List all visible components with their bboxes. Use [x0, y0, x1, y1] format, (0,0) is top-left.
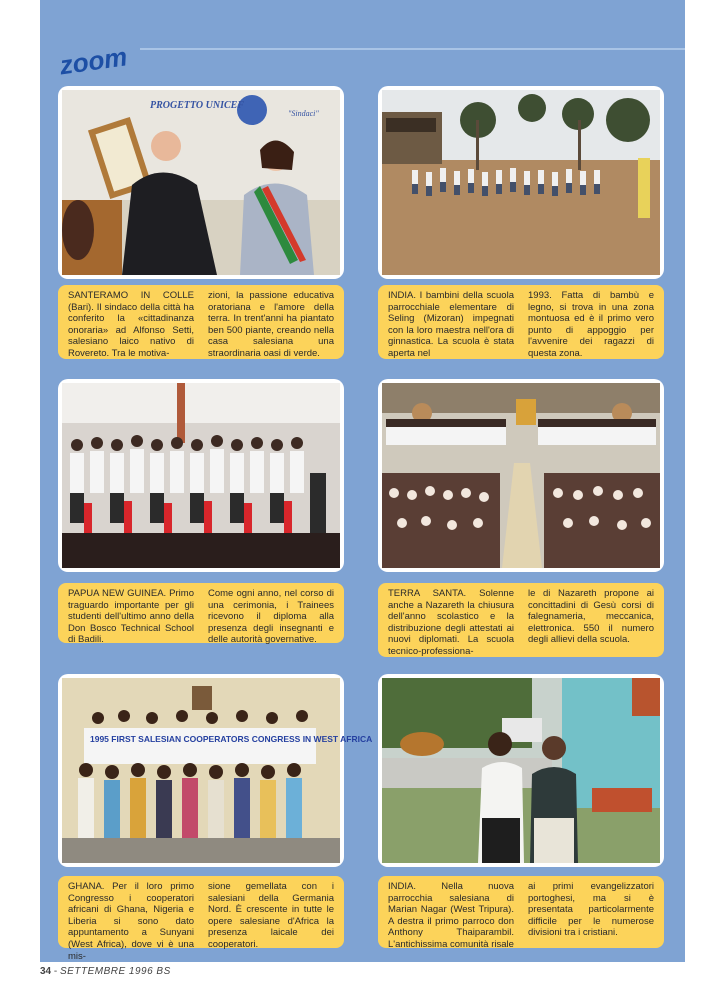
svg-text:"Sindaci": "Sindaci" — [288, 109, 319, 118]
photo-india-school — [378, 86, 664, 279]
caption-santeramo — [58, 285, 344, 359]
photo-papua-new-guinea — [58, 379, 344, 572]
photo-terra-santa — [378, 379, 664, 572]
caption-col-2: zioni, la passione educativa oratoriana e l'amore della terra. In trent'anni ha piantato ben 500 piante, creando nella casa salesiana una straordinaria oasi di verde. — [208, 290, 334, 359]
caption-terra-santa — [378, 583, 664, 657]
header-rule — [140, 48, 685, 50]
svg-text:1995 FIRST SALESIAN COOPERATOR: 1995 FIRST SALESIAN COOPERATORS CONGRESS IN WEST AFRICA — [90, 734, 373, 744]
page-footer: 34 - SETTEMBRE 1996 BS — [40, 966, 171, 977]
caption-col-2: sione gemellata con i salesiani della Germania Nord. È crescente in tutte le opere salesiane d'Africa la presenza laicale dei cooperatori. — [208, 881, 334, 950]
caption-col-1: INDIA. Nella nuova parrocchia salesiana di Marian Nagar (West Tripura). A destra il primo parroco don Anthony Thaiparambil. L'antichissima comunità risale — [388, 881, 514, 950]
caption-col-2: ai primi evangelizzatori portoghesi, ma si è presentata particolarmente difficile per le numerose divisioni tra i cristiani. — [528, 881, 654, 939]
issue-label: SETTEMBRE 1996 BS — [60, 966, 171, 977]
caption-col-1: INDIA. I bambini della scuola parrocchiale elementare di Seling (Mizoran) impegnati con la loro maestra nell'ora di ginnastica. La scuola è stata aperta nel — [388, 290, 514, 359]
caption-col-1: GHANA. Per il loro primo Congresso i cooperatori africani di Ghana, Nigeria e Liberia si sono dato appuntamento a Sunyani (West Africa), dove vi è una mis- — [68, 881, 194, 962]
caption-india-parish — [378, 876, 664, 948]
photo-india-parish — [378, 674, 664, 867]
caption-col-1: PAPUA NEW GUINEA. Primo traguardo importante per gli studenti dell'ultimo anno della Don Bosco Technical School di Badili. — [68, 588, 194, 646]
caption-col-2: Come ogni anno, nel corso di una cerimonia, i Trainees ricevono il diploma alla presenza degli insegnanti e delle autorità governative. — [208, 588, 334, 646]
caption-col-1: TERRA SANTA. Solenne anche a Nazareth la chiusura dell'anno scolastico e la distribuzione degli attestati ai nuovi diplomati. La scuola tecnico-professiona- — [388, 588, 514, 657]
caption-col-2: 1993. Fatta di bambù e legno, si trova in una zona montuosa ed è il primo vero punto di appoggio per l'avvenire dei ragazzi di questa zona. — [528, 290, 654, 359]
svg-text:PROGETTO UNICEF: PROGETTO UNICEF — [150, 100, 244, 111]
zoom-logo — [56, 20, 156, 81]
caption-papua-new-guinea — [58, 583, 344, 646]
caption-ghana — [58, 876, 344, 962]
photo-santeramo — [58, 86, 344, 279]
svg-text:zoom: zoom — [57, 41, 130, 81]
caption-col-2: le di Nazareth propone ai concittadini di Gesù corsi di falegnameria, meccanica, elettronica. 550 il numero degli allievi della scuola. — [528, 588, 654, 646]
caption-col-1: SANTERAMO IN COLLE (Bari). Il sindaco della città ha conferito la «cittadinanza onoraria» ad Alfonso Setti, salesiano laico nativo di Rovereto. Tra le motiva- — [68, 290, 194, 359]
page-number: 34 — [40, 966, 52, 977]
photo-ghana — [58, 674, 373, 867]
caption-india-school — [378, 285, 664, 359]
